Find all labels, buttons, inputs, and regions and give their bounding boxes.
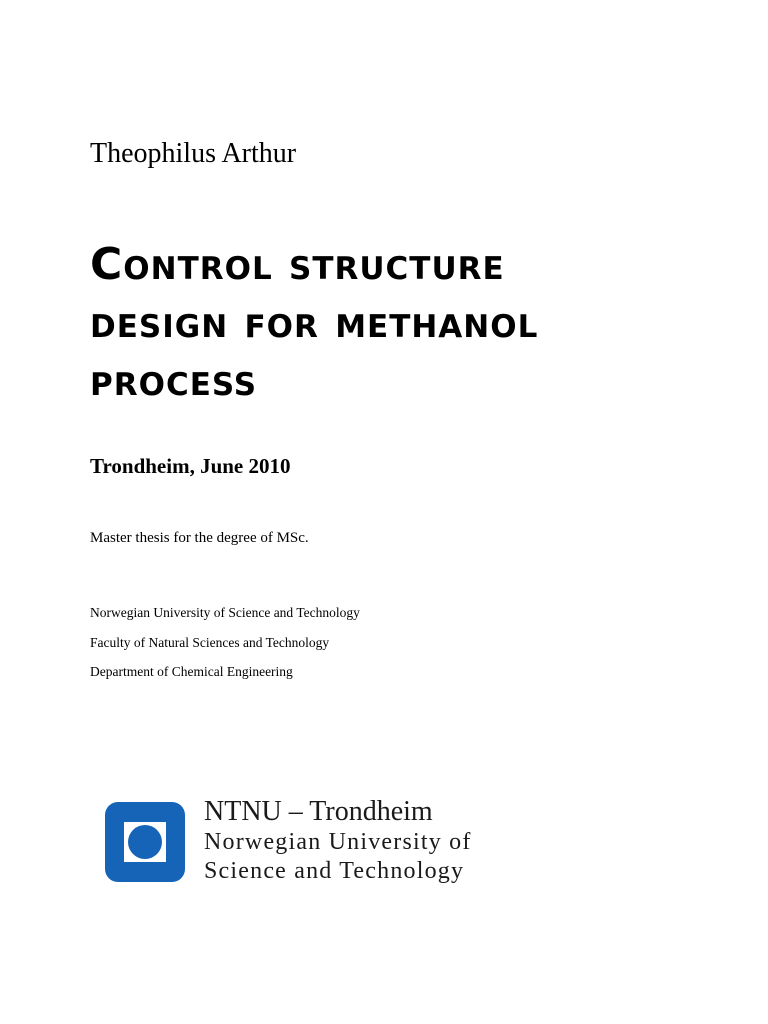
thesis-title-line: process [90,355,258,406]
logo-subtitle-line: Norwegian University of [204,829,472,855]
thesis-title-line: design for methanol [90,297,539,348]
logo-name: NTNU – Trondheim [204,796,433,827]
thesis-title [90,236,750,410]
ntnu-logo-icon [105,802,185,882]
logo-circle [128,825,162,859]
thesis-title-line: Control structure [90,239,505,290]
faculty-name: Faculty of Natural Sciences and Technology [90,634,330,650]
logo-subtitle-line: Science and Technology [204,858,465,884]
author-name: Theophilus Arthur [90,138,297,169]
university-name: Norwegian University of Science and Technology [90,605,360,620]
department-name: Department of Chemical Engineering [90,664,293,679]
place-and-date: Trondheim, June 2010 [90,454,291,478]
degree-statement: Master thesis for the degree of MSc. [90,530,309,546]
logo-text [204,796,472,886]
ntnu-logo-mark-svg [105,802,185,882]
affiliation-block [90,598,360,687]
